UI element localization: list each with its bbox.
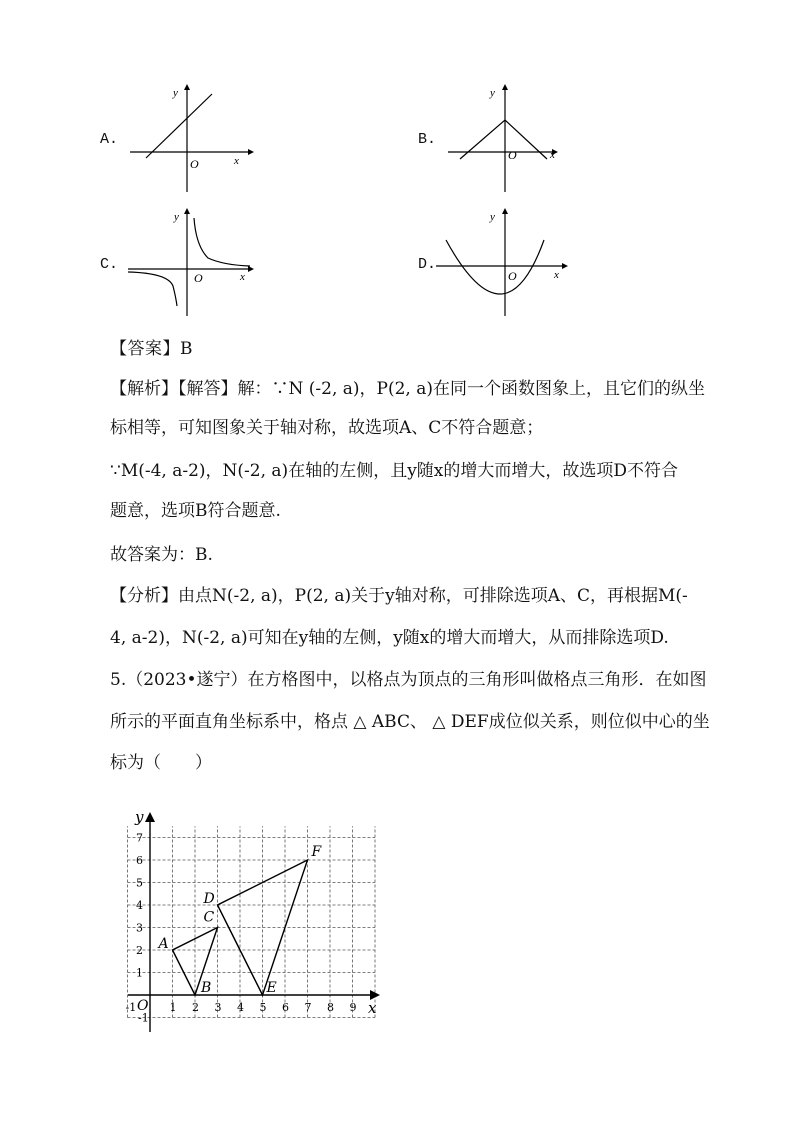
option-a-label: A. xyxy=(100,131,119,148)
option-b-graph xyxy=(448,82,573,198)
option-c-origin: O xyxy=(194,271,203,285)
option-c-x-label: x xyxy=(240,271,245,283)
grid-lines xyxy=(125,826,376,1017)
y-tick-label: 4 xyxy=(136,899,143,912)
y-tick-label: 2 xyxy=(136,944,143,957)
y-axis-arrow xyxy=(145,812,155,822)
option-d-origin: O xyxy=(508,269,517,283)
x-tick-label: 1 xyxy=(169,1001,177,1014)
option-b-label: B. xyxy=(418,131,437,148)
point-label-b: B xyxy=(201,980,212,996)
analysis-line-3: ∵M(-4, a-2)，N(-2, a)在轴的左侧，且y随x的增大而增大，故选项D不符合 xyxy=(110,461,679,481)
x-tick-label: 7 xyxy=(304,1001,312,1014)
x-tick-label: 6 xyxy=(282,1001,289,1014)
x-tick-label: 8 xyxy=(327,1001,334,1014)
option-c-curve-left xyxy=(128,272,177,306)
option-c-y-label: y xyxy=(174,211,179,223)
option-c-curve-right xyxy=(194,218,250,266)
y-tick-label: 5 xyxy=(136,876,143,890)
question-line-2: 所示的平面直角坐标系中，格点 △ ABC、 △ DEF成位似关系，则位似中心的坐 xyxy=(110,712,710,732)
point-label-e: E xyxy=(266,980,277,996)
x-tick-label: 4 xyxy=(237,1001,244,1014)
option-d-x-label: x xyxy=(554,269,559,281)
option-a-x-label: x xyxy=(234,155,239,167)
option-d-y-label: y xyxy=(490,211,495,223)
option-a-origin: O xyxy=(190,157,199,171)
point-label-d: D xyxy=(203,891,215,907)
option-b-curve xyxy=(460,120,547,159)
axes xyxy=(125,808,380,1032)
x-tick-label: 3 xyxy=(214,1001,222,1014)
point-label-a: A xyxy=(158,936,169,952)
x-tick-label: 2 xyxy=(192,1001,199,1014)
y-tick-label: 1 xyxy=(136,966,143,980)
analysis-line-7: 4, a-2)，N(-2, a)可知在y轴的左侧，y随x的增大而增大，从而排除选项D. xyxy=(110,628,669,648)
analysis-line-5: 故答案为：B. xyxy=(110,545,213,565)
answer-line: 【答案】B xyxy=(110,339,193,359)
option-c-graph xyxy=(128,206,258,322)
option-d-curve xyxy=(446,240,544,294)
analysis-line-4: 题意，选项B符合题意. xyxy=(110,501,281,521)
question-line-3: 标为（ ） xyxy=(110,753,212,773)
option-d-graph xyxy=(436,206,571,322)
option-a-graph xyxy=(130,82,255,198)
y-tick-label: 7 xyxy=(136,831,143,845)
option-a-y-label: y xyxy=(173,87,178,99)
option-d-label: D. xyxy=(418,256,437,273)
point-labels xyxy=(157,844,323,996)
option-b-origin: O xyxy=(508,148,517,162)
x-tick-label: -1 xyxy=(125,1001,137,1014)
y-tick-label: 6 xyxy=(136,854,143,867)
y-axis-label: y xyxy=(135,808,144,826)
option-c-label: C. xyxy=(100,256,119,273)
x-tick-label: 9 xyxy=(349,1001,357,1014)
analysis-line-2: 标相等，可知图象关于轴对称，故选项A、C不符合题意； xyxy=(110,418,544,438)
option-a-curve xyxy=(146,94,212,158)
option-b-x-label: x xyxy=(550,149,555,161)
y-tick-label: -1 xyxy=(138,1011,149,1025)
question-line-1: 5.（2023•遂宁）在方格图中，以格点为顶点的三角形叫做格点三角形．在如图 xyxy=(110,670,707,690)
y-tick-label: 3 xyxy=(136,921,143,935)
grid-figure xyxy=(118,806,388,1040)
x-axis-label: x xyxy=(368,999,377,1017)
analysis-line-6: 【分析】由点N(-2, a)，P(2, a)关于y轴对称，可排除选项A、C，再根据M(- xyxy=(110,586,688,606)
x-tick-label: 5 xyxy=(259,1001,267,1014)
analysis-line-1: 【解析】【解答】解：∵N (-2, a)，P(2, a)在同一个函数图象上，且它们的纵坐 xyxy=(110,379,706,399)
point-label-c: C xyxy=(203,909,215,926)
point-label-f: F xyxy=(311,844,322,860)
origin-label: O xyxy=(137,998,149,1014)
option-b-y-label: y xyxy=(490,87,495,99)
